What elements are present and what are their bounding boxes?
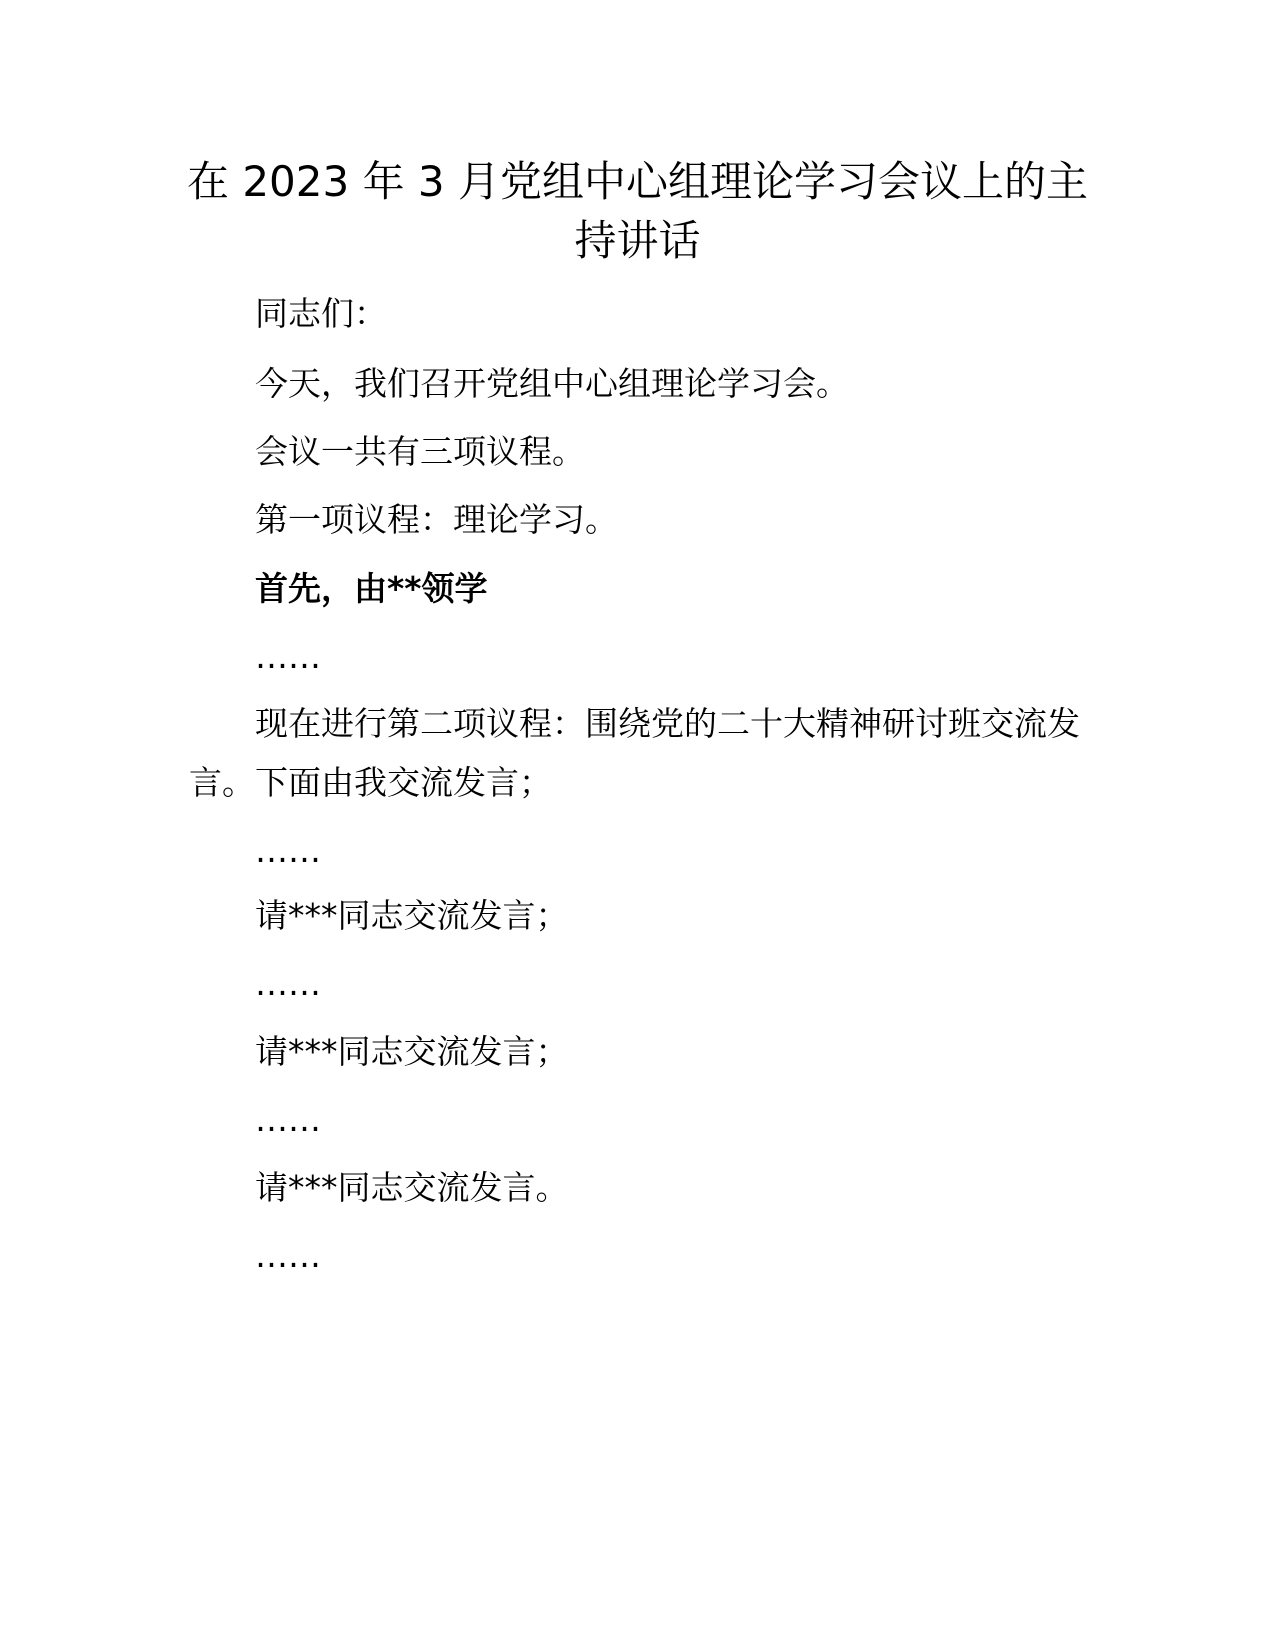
paragraph-ellipsis: ……: [255, 1100, 321, 1139]
paragraph-ellipsis: ……: [255, 831, 321, 870]
paragraph-ellipsis: ……: [255, 637, 321, 676]
paragraph-speaker: 请***同志交流发言。: [255, 1168, 569, 1207]
paragraph-lead-study: 首先，由**领学: [255, 569, 488, 608]
paragraph-opening: 今天，我们召开党组中心组理论学习会。: [255, 364, 849, 403]
paragraph-agenda-count: 会议一共有三项议程。: [255, 432, 585, 471]
paragraph-agenda-2-continued: 言。下面由我交流发言；: [189, 763, 552, 802]
paragraph-agenda-1: 第一项议程：理论学习。: [255, 500, 618, 539]
paragraph-ellipsis: ……: [255, 964, 321, 1003]
document-title-line-1: 在 2023 年 3 月党组中心组理论学习会议上的主: [186, 157, 1088, 206]
paragraph-agenda-2: 现在进行第二项议程：围绕党的二十大精神研讨班交流发: [255, 704, 1080, 743]
paragraph-ellipsis: ……: [255, 1236, 321, 1275]
document-title-line-2: 持讲话: [574, 216, 701, 265]
paragraph-speaker: 请***同志交流发言；: [255, 1032, 569, 1071]
paragraph-salutation: 同志们：: [255, 294, 387, 333]
paragraph-speaker: 请***同志交流发言；: [255, 896, 569, 935]
